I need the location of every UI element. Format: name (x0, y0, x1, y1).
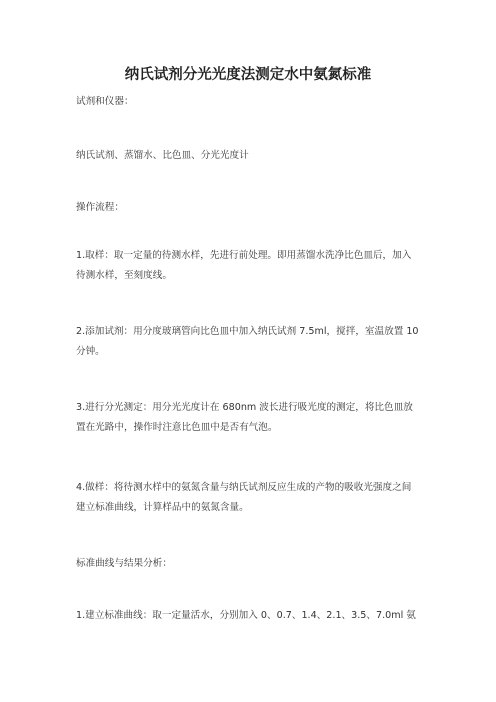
paragraph-line: 纳氏试剂、蒸馏水、比色皿、分光光度计 (76, 150, 249, 161)
paragraph-reagent-list (76, 146, 424, 166)
paragraph-line: 1.建立标准曲线：取一定量活水，分别加入 0、0.7、1.4、2.1、3.5、7.0ml 氨 (76, 610, 416, 621)
paragraph-curve-step-1 (76, 606, 424, 626)
paragraph-curve-heading (76, 554, 424, 574)
paragraph-line: 分钟。 (76, 346, 105, 357)
paragraph-line: 待测水样，至刻度线。 (76, 270, 172, 281)
paragraph-line: 建立标准曲线，计算样品中的氨氮含量。 (76, 502, 249, 513)
paragraph-step-4 (76, 478, 424, 518)
paragraph-line: 操作流程： (76, 202, 124, 213)
paragraph-step-3 (76, 398, 424, 438)
paragraph-line: 3.进行分光测定：用分光光度计在 680nm 波长进行吸光度的测定，将比色皿放 (76, 402, 413, 413)
document-title: 纳氏试剂分光光度法测定水中氨氮标准 (124, 67, 372, 83)
paragraph-line: 2.添加试剂：用分度玻璃管向比色皿中加入纳氏试剂 7.5ml，搅拌，室温放置 10 (76, 326, 419, 337)
paragraph-line: 标准曲线与结果分析： (76, 558, 172, 569)
paragraph-line: 1.取样：取一定量的待测水样，先进行前处理。即用蒸馏水洗净比色皿后，加入 (76, 250, 412, 261)
paragraph-line: 试剂和仪器： (76, 96, 134, 107)
paragraph-line: 4.做样：将待测水样中的氨氮含量与纳氏试剂反应生成的产物的吸收光强度之间 (76, 482, 412, 493)
paragraph-step-1 (76, 246, 424, 286)
paragraph-reagents-heading (76, 92, 424, 112)
paragraph-procedure-heading (76, 198, 424, 218)
paragraph-step-2 (76, 322, 424, 362)
paragraph-line: 置在光路中，操作时注意比色皿中是否有气泡。 (76, 422, 278, 433)
